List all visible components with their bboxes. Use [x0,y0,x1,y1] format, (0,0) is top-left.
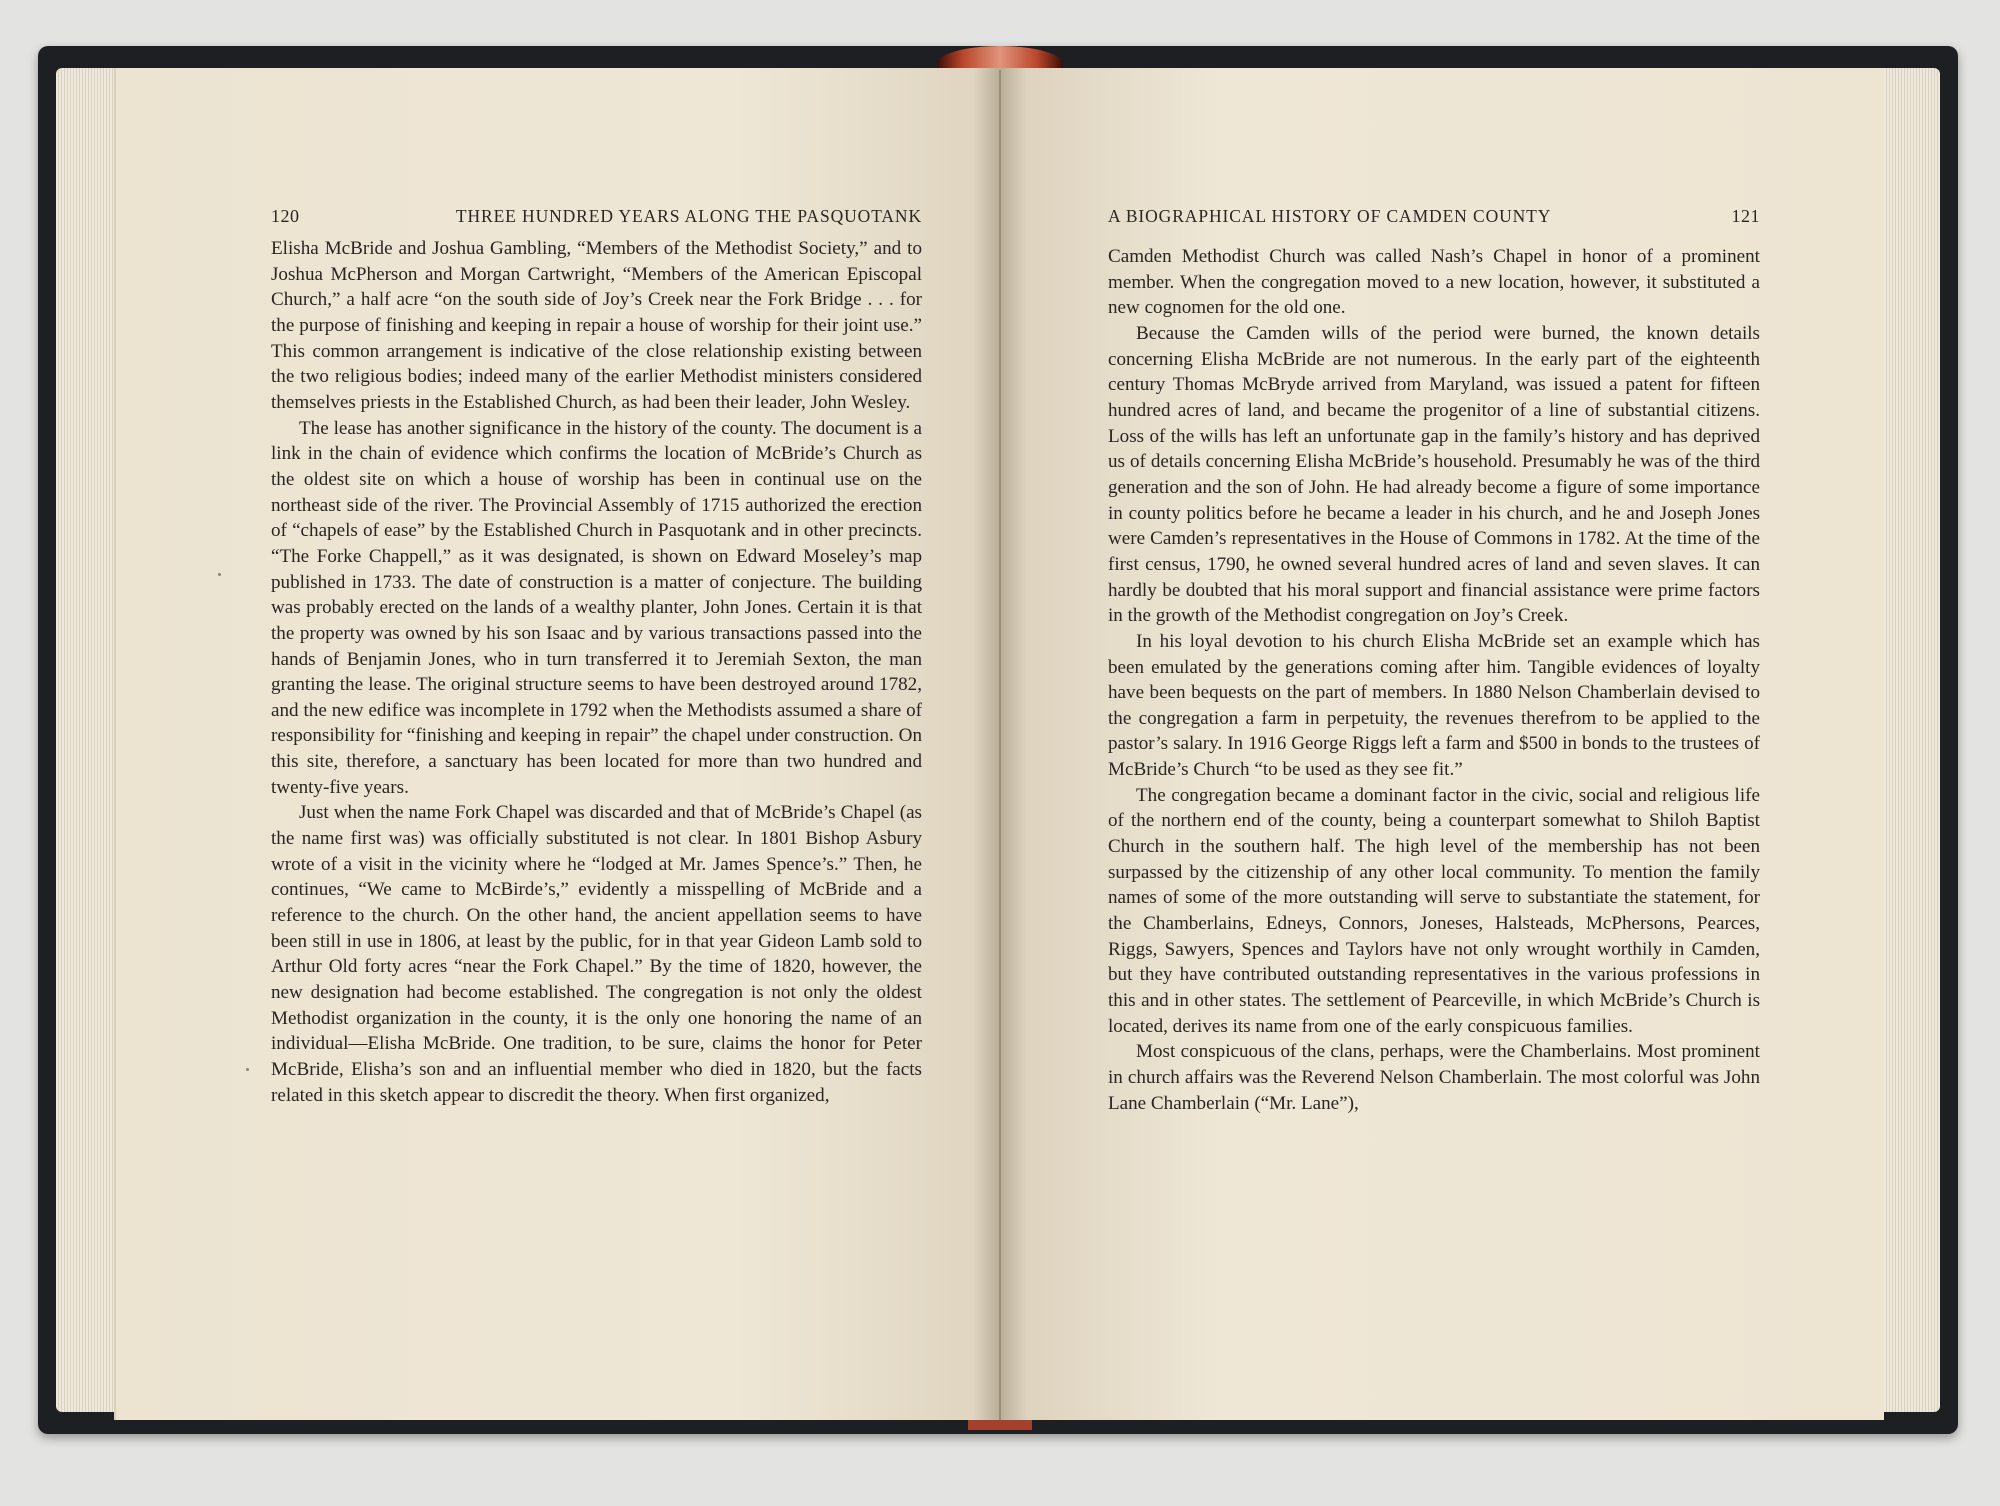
right-page-text [1108,244,1760,1116]
left-page-number: 120 [271,206,300,226]
page-speck [218,573,221,576]
right-page-edges [1884,68,1940,1412]
right-paragraph: Because the Camden wills of the period were burned, the known details concerning Elisha McBride are not numerous. In the early part of the eighteenth century Thomas McBryde arrived from Maryland, was issued a patent for fifteen hundred acres of land, and became the progenitor of a line of substantial citizens. Loss of the wills has left an unfortunate gap in the family’s history and has deprived us of details concerning Elisha McBride’s household. Presumably he was of the third generation and the son of John. He had already become a figure of some importance in county politics before he became a leader in his church, and he and Joseph Jones were Camden’s representatives in the House of Commons in 1782. At the time of the first census, 1790, he owned several hundred acres of land and seven slaves. It can hardly be doubted that his moral support and financial assistance were prime factors in the growth of the Methodist congregation on Joy’s Creek. [1108,322,1760,627]
left-running-head [271,206,922,227]
right-paragraph: Most conspicuous of the clans, perhaps, were the Chamberlains. Most prominent in church affairs was the Reverend Nelson Chamberlain. The most colorful was John Lane Chamberlain (“Mr. Lane”), [1108,1041,1760,1114]
left-running-title: THREE HUNDRED YEARS ALONG THE PASQUOTANK [455,206,922,226]
left-page-edges [56,68,116,1412]
right-paragraph: In his loyal devotion to his church Elisha McBride set an example which has been emulated by the generations coming after him. Tangible evidences of loyalty have been bequests on the part of members. In 1880 Nelson Chamberlain devised to the congregation a farm in perpetuity, the revenues therefrom to be applied to the pastor’s salary. In 1916 George Riggs left a farm and $500 in bonds to the trustees of McBride’s Church “to be used as they see fit.” [1108,630,1760,781]
book-gutter [999,70,1001,1420]
right-paragraph: Camden Methodist Church was called Nash’s Chapel in honor of a prominent member. When the congregation moved to a new location, however, it substituted a new cognomen for the old one. [1108,246,1760,319]
right-paragraph: The congregation became a dominant factor in the civic, social and religious life of the northern end of the county, being a counterpart somewhat to Shiloh Baptist Church in the southern half. The high level of the membership has not been surpassed by the citizenship of any other local community. To mention the family names of some of the more outstanding will serve to substantiate the statement, for the Chamberlains, Edneys, Connors, Joneses, Halsteads, McPhersons, Pearces, Riggs, Sawyers, Spences and Taylors have not only wrought worthily in Camden, but they have contributed outstanding representatives in the various professions in this and in other states. The settlement of Pearceville, in which McBride’s Church is located, derives its name from one of the early conspicuous families. [1108,784,1760,1037]
left-paragraph: Just when the name Fork Chapel was discarded and that of McBride’s Chapel (as the name first was) was officially substituted is not clear. In 1801 Bishop Asbury wrote of a visit in the vicinity where he “lodged at Mr. James Spence’s.” Then, he continues, “We came to McBirde’s,” evidently a misspelling of McBride and a reference to the church. On the other hand, the ancient appellation seems to have been still in use in 1806, at least by the public, for in that year Gideon Lamb sold to Arthur Old forty acres “near the Fork Chapel.” By the time of 1820, however, the new designation had become established. The congregation is not only the oldest Methodist organization in the county, it is the only one honoring the name of an individual—Elisha McBride. One tradition, to be sure, claims the honor for Peter McBride, Elisha’s son and an influential member who died in 1820, but the facts related in this sketch appear to discredit the theory. When first organized, [271,802,922,1106]
left-page-text [271,236,922,1108]
right-running-head [1108,206,1760,227]
page-speck [246,1068,249,1071]
left-paragraph: The lease has another significance in the history of the county. The document is a link in the chain of evidence which confirms the location of McBride’s Church as the oldest site on which a house of worship has been in continual use on the northeast side of the river. The Provincial Assembly of 1715 authorized the erection of “chapels of ease” by the Established Church in Pasquotank and in other precincts. “The Forke Chappell,” as it was designated, is shown on Edward Moseley’s map published in 1733. The date of construction is a matter of conjecture. The building was probably erected on the lands of a wealthy planter, John Jones. Certain it is that the property was owned by his son Isaac and by various transactions passed into the hands of Benjamin Jones, who in turn transferred it to Jeremiah Sexton, the man granting the lease. The original structure seems to have been destroyed around 1782, and the new edifice was incomplete in 1792 when the Methodists assumed a share of responsibility for “finishing and keeping in repair” the chapel under construction. On this site, therefore, a sanctuary has been located for more than two hundred and twenty-five years. [271,417,922,798]
left-paragraph: Elisha McBride and Joshua Gambling, “Members of the Methodist Society,” and to Joshua McPherson and Morgan Cartwright, “Members of the American Episcopal Church,” a half acre “on the south side of Joy’s Creek near the Fork Bridge . . . for the purpose of finishing and keeping in repair a house of worship for their joint use.” This common arrangement is indicative of the close relationship existing between the two religious bodies; indeed many of the earlier Methodist ministers considered themselves priests in the Established Church, as had been their leader, John Wesley. [271,238,922,413]
right-page-number: 121 [1731,206,1760,226]
right-running-title: A BIOGRAPHICAL HISTORY OF CAMDEN COUNTY [1108,206,1552,226]
